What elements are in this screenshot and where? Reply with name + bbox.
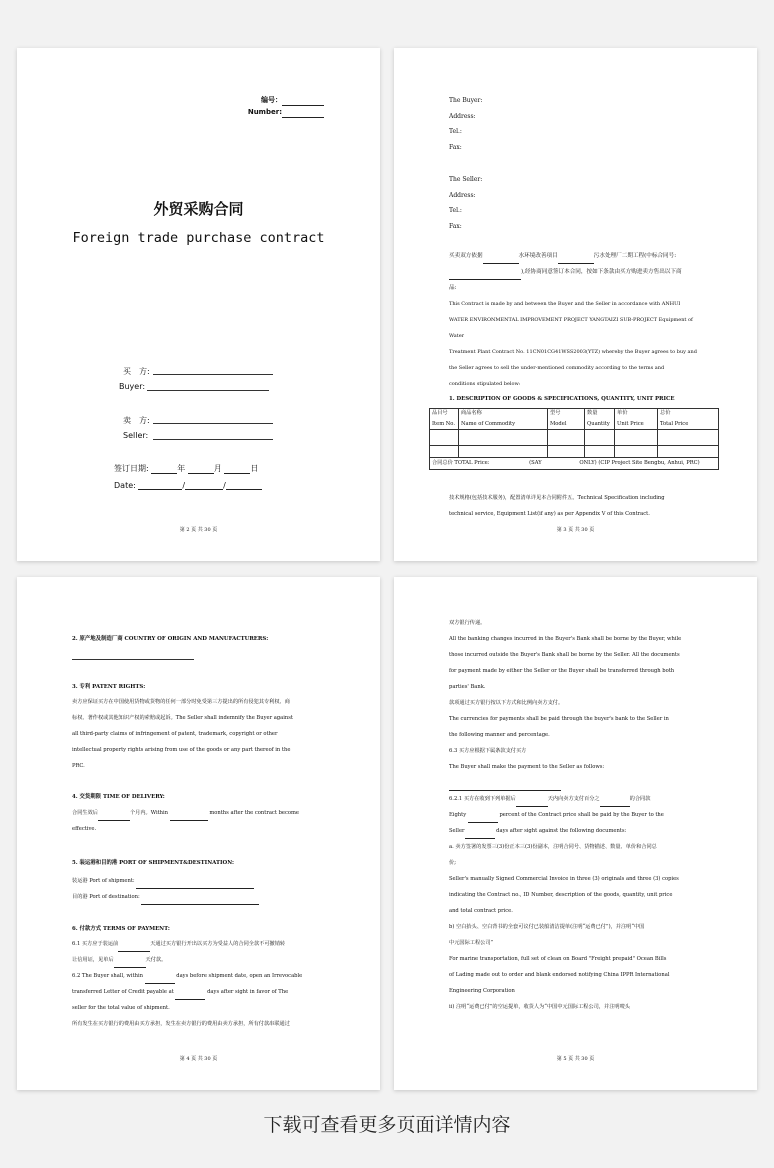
seller-en-label: Seller: bbox=[123, 431, 149, 440]
download-caption: 下载可查看更多页面详情内容 bbox=[263, 1114, 511, 1136]
total-say: (SAY bbox=[529, 460, 542, 466]
seller-line: The Seller: bbox=[449, 176, 483, 183]
delivery-paragraph bbox=[72, 805, 325, 837]
blank bbox=[118, 945, 150, 952]
pay-6-2-1-e: percent of the Contract price shall be paid by the Buyer to the bbox=[499, 812, 664, 818]
pay-last: 所有发生在买方银行的费用由买方承担，发生在卖方银行的费用由卖方承担，所有付款串联通过 bbox=[72, 1021, 290, 1027]
para-en-line: Treatment Plant Contract No. 11CN01CG41WSS2003(YTZ) whereby the Buyer agrees to buy and bbox=[449, 349, 697, 355]
blank bbox=[145, 977, 175, 984]
para-cn-3: 污水处理厂二期工程(中标合同号: bbox=[593, 253, 677, 259]
delivery-c: months after the contract become bbox=[209, 810, 299, 816]
year-blank bbox=[151, 467, 177, 474]
code-label: 编号： bbox=[261, 96, 282, 104]
pay-6-2-e: seller for the total value of shipment. bbox=[72, 1005, 170, 1011]
ports-paragraph bbox=[72, 873, 325, 905]
page-footer: 第 2 页 共 30 页 bbox=[179, 527, 218, 533]
text-line: ii) 注明“运费已付”的空运提单，收货人为“中国中元国际工程公司，并注明唛头 bbox=[449, 1004, 630, 1010]
buyer-fax-line: Fax: bbox=[449, 143, 462, 151]
port-destination-blank bbox=[141, 898, 259, 905]
table-header-row bbox=[430, 409, 719, 430]
contract-code-block bbox=[248, 94, 324, 118]
para-cn-1: 买卖双方依据 bbox=[449, 253, 483, 259]
buyer-block bbox=[449, 93, 482, 155]
date-en-label: Date: bbox=[114, 481, 136, 490]
delivery-line-2: effective. bbox=[72, 826, 97, 832]
para-cn-2: 水环境改善项目 bbox=[518, 253, 558, 259]
date-blank-3 bbox=[226, 483, 262, 490]
port-destination-label: 目的港 Port of destination: bbox=[72, 894, 140, 900]
pay-6-2-1-b: 天内向卖方支付百分之 bbox=[547, 796, 600, 802]
text-line: The Buyer shall make the payment to the Seller as follows: bbox=[449, 764, 605, 770]
section-1-heading: 1. DESCRIPTION OF GOODS & SPECIFICATIONS, QUANTITY, UNIT PRICE bbox=[449, 396, 675, 402]
blank bbox=[558, 257, 594, 264]
text-line: for payment made by either the Seller or the Buyer shall be transferred through both bbox=[449, 668, 675, 674]
pay-6-2-b: days before shipment date, open an Irrevocable bbox=[176, 973, 303, 979]
blank bbox=[170, 814, 208, 821]
pay-6-2-1-f: Seller bbox=[449, 828, 465, 834]
total-cip: (CIP Project Site Bengbu, Anhui, PRC) bbox=[598, 460, 700, 466]
buyer-line: The Buyer: bbox=[449, 97, 483, 104]
document-page-payment bbox=[394, 577, 757, 1090]
port-shipment-label: 装运港 Port of shipment: bbox=[72, 878, 135, 884]
text-line: those incurred outside the Buyer's Bank shall be borne by the Seller. All the documents bbox=[449, 652, 680, 658]
page-footer: 第 3 页 共 30 页 bbox=[556, 527, 595, 533]
buyer-tel-line: Tel.: bbox=[449, 128, 462, 135]
para-en-line: the Seller agrees to sell the under-mentioned commodity according to the terms and bbox=[449, 365, 665, 371]
header-en: Quantity bbox=[587, 421, 610, 427]
section-3-heading: 3. 专利 PATENT RIGHTS: bbox=[72, 684, 146, 690]
payment-paragraph bbox=[72, 936, 325, 1032]
header-cn: 商品名称 bbox=[461, 410, 482, 416]
para-en-line: This Contract is made by and between the Buyer and the Seller in accordance with ANHUI bbox=[449, 301, 681, 307]
para-cn-4: ),经协商同意签订本合同，按如下条款由买方购进卖方售出以下商 bbox=[521, 269, 682, 275]
tech-spec-paragraph bbox=[449, 490, 702, 522]
document-page-parties bbox=[394, 48, 757, 561]
text-line: 价; bbox=[449, 860, 456, 866]
table-row bbox=[430, 430, 719, 446]
total-price-label: 合同总价 TOTAL Price: bbox=[432, 460, 490, 466]
section-5-heading: 5. 装运港和目的港 PORT OF SHIPMENT&DESTINATION: bbox=[72, 860, 234, 866]
header-en: Unit Price bbox=[617, 421, 644, 427]
header-cn: 单价 bbox=[617, 410, 628, 416]
month-blank bbox=[188, 467, 214, 474]
blank bbox=[114, 961, 146, 968]
text-line: The currencies for payments shall be paid through the buyer's bank to the Seller in bbox=[449, 716, 669, 722]
sign-date-row bbox=[114, 463, 258, 474]
section-2-heading: 2. 原产地及制造厂商 COUNTRY OF ORIGIN AND MANUFACTURERS: bbox=[72, 636, 269, 642]
date-blank-2 bbox=[185, 483, 223, 490]
text-line: Seller's manually Signed Commercial Invoice in three (3) originals and three (3) copies bbox=[449, 876, 679, 882]
pay-6-2-1-d: Eighty bbox=[449, 812, 467, 818]
seller-cn-label: 卖 方: bbox=[123, 416, 150, 425]
document-page-cover bbox=[17, 48, 380, 561]
buyer-en-line bbox=[147, 390, 269, 391]
seller-en-line bbox=[153, 439, 273, 440]
para-cn-5: 品: bbox=[449, 285, 457, 291]
buyer-cn-label: 买 方: bbox=[123, 367, 150, 376]
para-en-line: conditions stipulated below: bbox=[449, 381, 521, 387]
header-en: Total Price bbox=[660, 421, 689, 427]
pay-6-2-a: 6.2 The Buyer shall, within bbox=[72, 973, 143, 979]
text-line: 款项通过买方银行按以下方式和比例向卖方支付。 bbox=[449, 700, 564, 706]
text-line: of Lading made out to order and blank endorsed notifying China IPPR International bbox=[449, 972, 670, 978]
origin-blank-line bbox=[72, 659, 194, 660]
goods-table bbox=[429, 408, 719, 470]
pay-6-2-1-g: days after sight against the following documents: bbox=[496, 828, 627, 834]
title-english: Foreign trade purchase contract bbox=[72, 230, 325, 246]
patent-line: PRC. bbox=[72, 763, 85, 769]
port-shipment-blank bbox=[136, 882, 254, 889]
pay-6-2-1-a: 6.2.1 买方在收到下列单据后 bbox=[449, 796, 516, 802]
text-line: indicating the Contract no., ID Number, description of the goods, quantity, unit price bbox=[449, 892, 673, 898]
header-cn: 品目号 bbox=[432, 410, 448, 416]
text-line: a. 卖方签署的发票三(3)份正本三(3)份副本，注明合同号、货物描述、数量、单价和合同总 bbox=[449, 844, 657, 850]
blank bbox=[449, 273, 521, 280]
tech-line-1: 技术规格(包括技术服务)，配置清单详见本合同附件五。Technical Specification including bbox=[449, 495, 665, 501]
buyer-cn-line bbox=[153, 374, 273, 375]
page-footer: 第 5 页 共 30 页 bbox=[556, 1056, 595, 1062]
delivery-b: 个月内。Within bbox=[129, 810, 169, 816]
text-line: Engineering Corporation bbox=[449, 988, 515, 994]
header-cn: 数量 bbox=[587, 410, 598, 416]
pay-6-1-c: 让信用证，见单后 bbox=[72, 957, 114, 963]
text-line: All the banking changes incurred in the Buyer's Bank shall be borne by the Buyer, while bbox=[449, 636, 682, 642]
day-label: 日 bbox=[250, 464, 259, 473]
delivery-a: 合同生效后 bbox=[72, 810, 98, 816]
agreement-paragraph bbox=[449, 248, 702, 392]
pay-6-1-a: 6.1 买方应于装运前 bbox=[72, 941, 119, 947]
para-en-line: WATER ENVIRONMENTAL IMPROVEMENT PROJECT YANGTAIZI SUB-PROJECT Equipment of Water bbox=[449, 317, 693, 339]
section-4-heading: 4. 交货期限 TIME OF DELIVERY: bbox=[72, 794, 165, 800]
day-blank bbox=[224, 467, 250, 474]
pay-6-2-1-c: 的合同款 bbox=[629, 796, 651, 802]
month-label: 月 bbox=[213, 464, 222, 473]
banking-paragraph bbox=[449, 615, 702, 1015]
page-footer: 第 4 页 共 30 页 bbox=[179, 1056, 218, 1062]
seller-cn-line bbox=[153, 423, 273, 424]
blank bbox=[98, 814, 130, 821]
text-line: 双方银行传递。 bbox=[449, 620, 486, 626]
number-blank bbox=[282, 111, 324, 118]
header-en: Item No. bbox=[432, 421, 455, 427]
tech-line-2: technical service, Equipment List(if any) as per Appendix V of this Contract. bbox=[449, 511, 650, 517]
text-line: b) 空白抬头、空白背书的全套可议付已装船清洁提单(注明“运费已付”)，并注明“中国 bbox=[449, 924, 645, 930]
buyer-en-label: Buyer: bbox=[119, 382, 146, 391]
seller-block bbox=[449, 172, 482, 234]
seller-fax-line: Fax: bbox=[449, 222, 462, 230]
blank bbox=[468, 816, 498, 823]
pay-6-2-d: days after sight in favor of The bbox=[207, 989, 289, 995]
table-total-row bbox=[430, 458, 719, 470]
header-en: Model bbox=[550, 421, 567, 427]
patent-line: all third-party claims of infringement of patent, trademark, copyright or other bbox=[72, 731, 278, 737]
text-line: the following manner and percentage. bbox=[449, 732, 550, 738]
number-label: Number: bbox=[247, 108, 282, 116]
header-cn: 型号 bbox=[550, 410, 561, 416]
blank bbox=[600, 800, 630, 807]
text-line: 中元国际工程公司” bbox=[449, 940, 494, 946]
patent-paragraph bbox=[72, 694, 325, 774]
header-en: Name of Commodity bbox=[461, 421, 516, 427]
text-line: 6.3 买方应根据下属条款支付买方 bbox=[449, 748, 527, 754]
text-line: For marine transportation, full set of clean on Board "Freight prepaid" Ocean Bills bbox=[449, 956, 667, 962]
blank bbox=[175, 993, 205, 1000]
seller-address-line: Address: bbox=[449, 191, 476, 199]
sign-date-label: 签订日期: bbox=[114, 464, 149, 473]
total-only: ONLY) bbox=[579, 460, 597, 466]
text-line: and total contract price. bbox=[449, 908, 513, 914]
title-chinese: 外贸采购合同 bbox=[153, 200, 244, 218]
section-6-heading: 6. 付款方式 TERMS OF PAYMENT: bbox=[72, 926, 170, 932]
patent-line: 卖方应保证买方在中国使用货物或货物的任何一部分时免受第三方提出的所有侵犯其专利权、商 bbox=[72, 699, 290, 705]
table-row bbox=[430, 446, 719, 458]
blank bbox=[449, 784, 561, 791]
blank bbox=[465, 832, 495, 839]
patent-line: 标权、著作权或其他知识产权的索赔或起诉。The Seller shall indemnify the Buyer against bbox=[72, 715, 293, 721]
date-blank-1 bbox=[138, 483, 182, 490]
buyer-address-line: Address: bbox=[449, 112, 476, 120]
pay-6-2-c: transferred Letter of Credit payable at bbox=[72, 989, 174, 995]
seller-tel-line: Tel.: bbox=[449, 207, 462, 214]
date-en-row: Date: / / bbox=[114, 481, 262, 490]
year-label: 年 bbox=[177, 464, 186, 473]
code-blank bbox=[282, 99, 324, 106]
text-line: parties' Bank. bbox=[449, 684, 486, 690]
document-page-terms bbox=[17, 577, 380, 1090]
patent-line: intellectual property rights arising from use of the goods or any part thereof in the bbox=[72, 747, 291, 753]
blank bbox=[483, 257, 519, 264]
header-cn: 总价 bbox=[660, 410, 671, 416]
pay-6-1-b: 天通过买方银行开出以买方为受益人的合同全款不可撤销转 bbox=[150, 941, 286, 947]
blank bbox=[516, 800, 548, 807]
pay-6-1-d: 天付款。 bbox=[145, 957, 167, 963]
